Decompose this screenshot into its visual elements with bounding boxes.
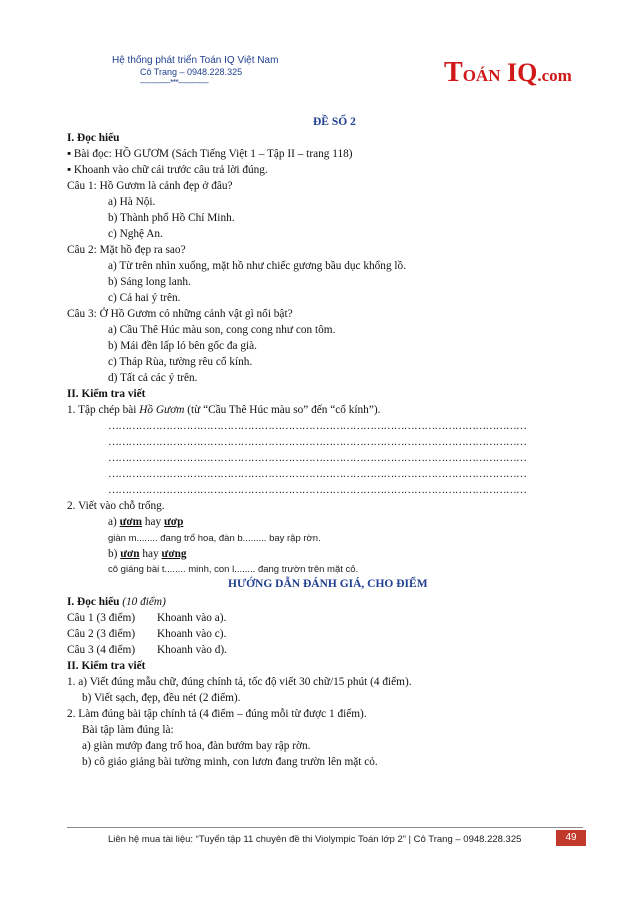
guide-row: Câu 1 (3 điểm) Khoanh vào a). — [67, 612, 227, 624]
footer-text: Liên hệ mua tài liệu: “Tuyển tập 11 chuyên đề thi Violympic Toán lớp 2” | Cô Trang – 0948.228.325 — [108, 834, 522, 845]
task-2a-sentence: giàn m........ đang trổ hoa, đàn b......... bay rập rờn. — [108, 533, 321, 544]
q2-option-b: b) Sáng long lanh. — [108, 276, 191, 288]
guide-answer-label: Bài tập làm đúng là: — [82, 724, 174, 736]
question-3: Câu 3: Ở Hồ Gươm có những cảnh vật gì nổi bật? — [67, 308, 293, 320]
q3-option-a: a) Cầu Thê Húc màu son, cong cong như con tôm. — [108, 324, 336, 336]
task-1: 1. Tập chép bài Hồ Gươm (từ “Cầu Thê Húc màu so” đến “cổ kính”). — [67, 404, 381, 416]
header-org: Hệ thống phát triển Toán IQ Việt Nam — [112, 55, 279, 66]
header-divider: --------------***-------------- — [140, 78, 209, 87]
writing-line: …………………………………………………………………………………………………………… — [108, 468, 527, 480]
instruction: ▪ Khoanh vào chữ cái trước câu trả lời đúng. — [67, 164, 268, 176]
guide-item-1a: 1. a) Viết đúng mẫu chữ, đúng chính tả, tốc độ viết 30 chữ/15 phút (4 điểm). — [67, 676, 412, 688]
q3-option-c: c) Tháp Rùa, tường rêu cổ kính. — [108, 356, 253, 368]
task-2: 2. Viết vào chỗ trống. — [67, 500, 165, 512]
guide-heading-reading: I. Đọc hiểu (10 điểm) — [67, 596, 166, 608]
guide-heading-writing: II. Kiểm tra viết — [67, 660, 146, 672]
writing-line: …………………………………………………………………………………………………………… — [108, 420, 527, 432]
writing-line: …………………………………………………………………………………………………………… — [108, 436, 527, 448]
q3-option-d: d) Tất cả các ý trên. — [108, 372, 198, 384]
exam-title: ĐỀ SỐ 2 — [313, 116, 356, 128]
task-2b: b) ươn hay ương — [108, 548, 187, 560]
guide-row: Câu 3 (4 điểm) Khoanh vào d). — [67, 644, 227, 656]
task-2b-sentence: cô giáng bài t........ minh, con l........ đang trườn trên mặt cỏ. — [108, 564, 359, 575]
footer-divider — [67, 827, 583, 828]
q1-option-c: c) Nghệ An. — [108, 228, 163, 240]
toan-iq-logo: TOÁN IQ.com — [444, 57, 572, 88]
question-2: Câu 2: Mặt hồ đẹp ra sao? — [67, 244, 186, 256]
reading-source: ▪ Bài đọc: HỒ GƯƠM (Sách Tiếng Việt 1 – Tập II – trang 118) — [67, 148, 353, 160]
task-2a: a) ươm hay ươp — [108, 516, 184, 528]
q3-option-b: b) Mái đền lấp ló bên gốc đa già. — [108, 340, 258, 352]
q1-option-b: b) Thành phố Hồ Chí Minh. — [108, 212, 235, 224]
q2-option-c: c) Cả hai ý trên. — [108, 292, 181, 304]
question-1: Câu 1: Hồ Gươm là cảnh đẹp ở đâu? — [67, 180, 233, 192]
page-number: 49 — [556, 830, 586, 846]
section-heading-writing: II. Kiểm tra viết — [67, 388, 146, 400]
q1-option-a: a) Hà Nội. — [108, 196, 156, 208]
guide-answer-b: b) cô giáo giảng bài tường minh, con lươn đang trườn lên mặt cỏ. — [82, 756, 378, 768]
guide-answer-a: a) giàn mướp đang trổ hoa, đàn bướm bay rập rờn. — [82, 740, 311, 752]
guide-item-1b: b) Viết sạch, đẹp, đều nét (2 điểm). — [82, 692, 241, 704]
header-contact: Cô Trang – 0948.228.325 — [140, 67, 243, 77]
guide-item-2: 2. Làm đúng bài tập chính tả (4 điểm – đúng mỗi từ được 1 điểm). — [67, 708, 367, 720]
document-header — [112, 55, 278, 88]
guide-title: HƯỚNG DẪN ĐÁNH GIÁ, CHO ĐIỂM — [228, 578, 428, 590]
guide-row: Câu 2 (3 điểm) Khoanh vào c). — [67, 628, 227, 640]
writing-line: …………………………………………………………………………………………………………… — [108, 452, 527, 464]
q2-option-a: a) Từ trên nhìn xuống, mặt hồ như chiếc gương bầu dục khổng lồ. — [108, 260, 407, 272]
writing-line: …………………………………………………………………………………………………………… — [108, 484, 527, 496]
section-heading-reading: I. Đọc hiểu — [67, 132, 120, 144]
